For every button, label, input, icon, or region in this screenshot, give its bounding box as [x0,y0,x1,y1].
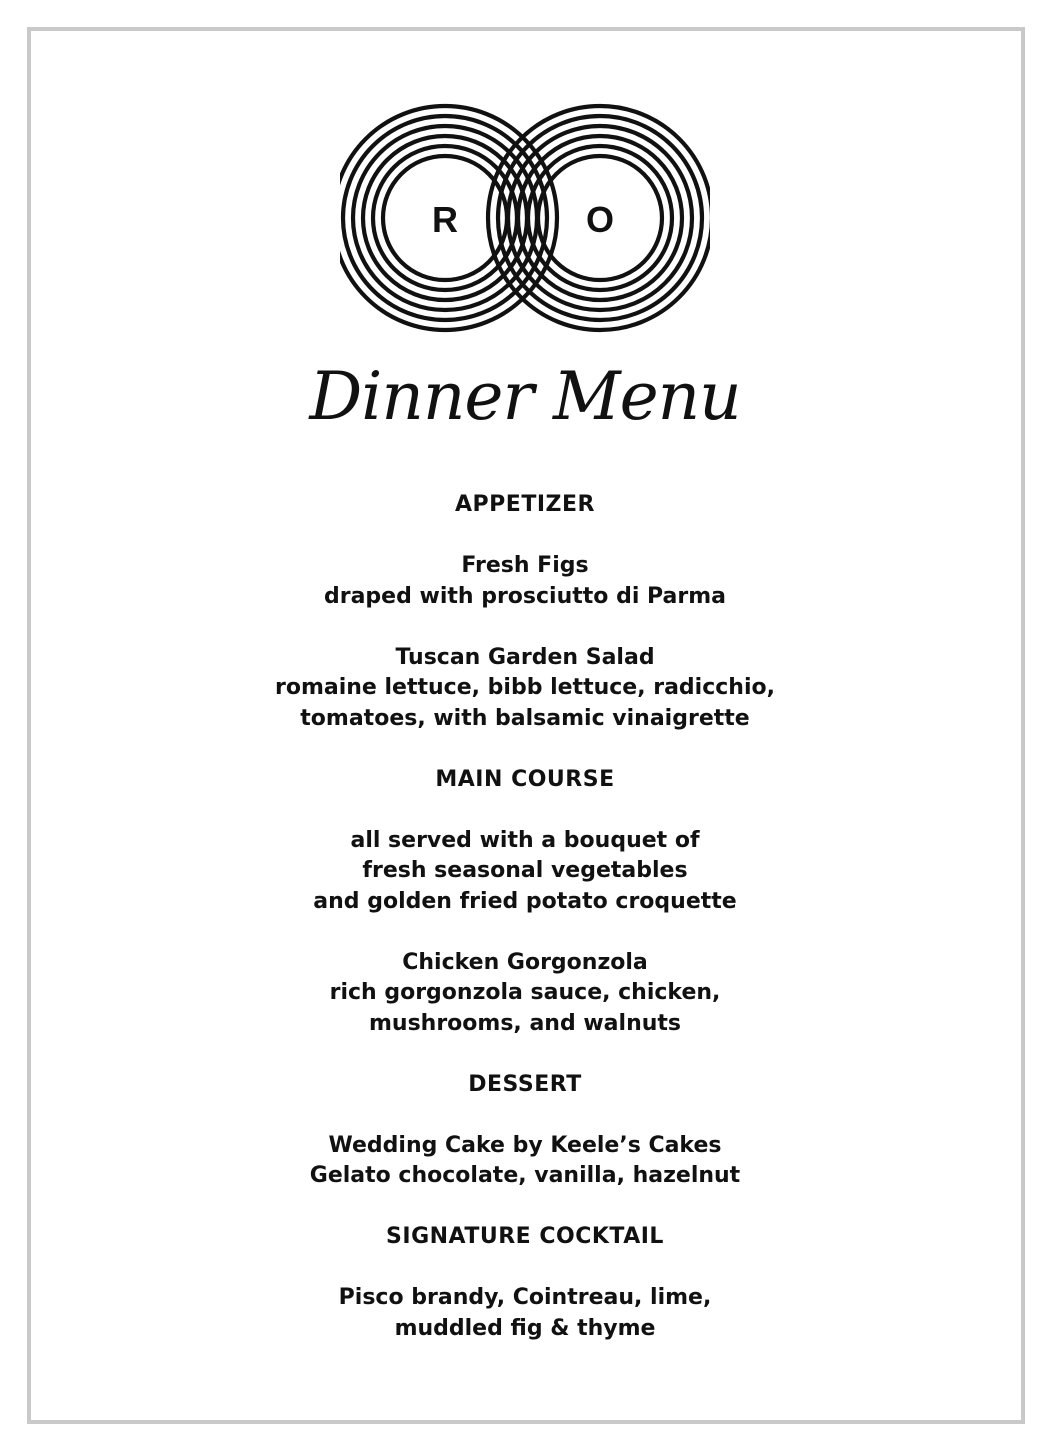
menu-item-name: Chicken Gorgonzola [402,949,648,975]
menu-title: Dinner Menu [309,358,741,435]
monogram-letter-left: R [432,199,458,240]
menu-item-name: Fresh Figs [461,553,589,578]
menu-item-desc: tomatoes, with balsamic vinaigrette [300,705,750,731]
menu-item-desc: draped with prosciutto di Parma [323,583,727,609]
menu-item-desc: romaine lettuce, bibb lettuce, radicchio, [275,675,775,700]
section-heading-main-course: MAIN COURSE [435,766,615,792]
cocktail-line: muddled fig & thyme [394,1315,656,1341]
main-course-intro: all served with a bouquet of [350,827,700,853]
section-heading-signature-cocktail: SIGNATURE COCKTAIL [386,1224,664,1249]
main-course-intro: and golden fried potato croquette [313,888,737,914]
dessert-line: Gelato chocolate, vanilla, hazelnut [309,1163,741,1188]
monogram-logo [340,98,710,338]
menu-item-desc: rich gorgonzola sauce, chicken, [329,980,721,1005]
monogram-letter-right: O [585,199,615,240]
menu-item-name: Tuscan Garden Salad [395,644,655,670]
menu-content [0,490,1050,1344]
section-heading-dessert: DESSERT [468,1071,582,1097]
main-course-intro: fresh seasonal vegetables [362,858,688,883]
cocktail-line: Pisco brandy, Cointreau, lime, [338,1285,712,1310]
menu-item-desc: mushrooms, and walnuts [368,1010,682,1036]
dessert-line: Wedding Cake by Keele’s Cakes [328,1132,722,1158]
section-heading-appetizer: APPETIZER [455,492,595,517]
